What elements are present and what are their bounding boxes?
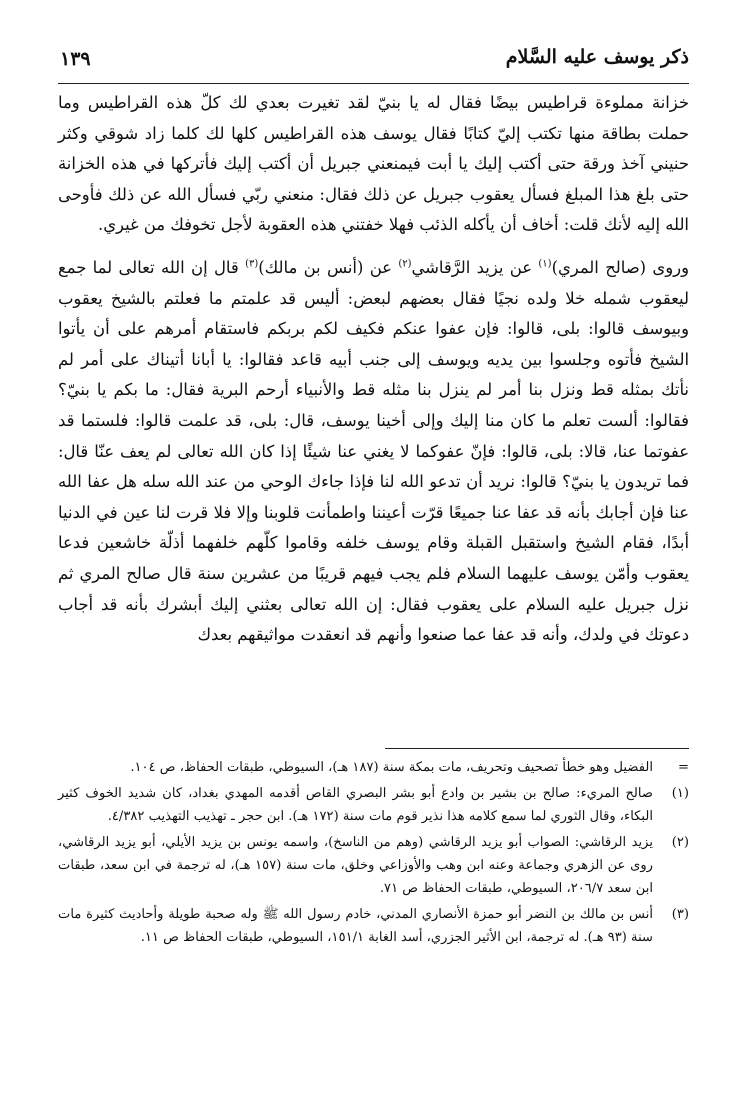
main-text xyxy=(58,88,689,651)
page-number: ١٣٩ xyxy=(60,48,91,70)
paragraph-2-part-d: قال إن الله تعالى لما جمع ليعقوب شمله خلا ولده نجيًا فقال بعضهم لبعض: أليس قد علمتم ما فعلتم بالشيخ يعقوب وبيوسف قالوا: بلى، قالوا: فإن عفوا عنكم فكيف لكم بربكم فاستقام أمرهم على أن يأتوا الشيخ فأتوه وجلسوا بين يديه ويوسف إلى جنب أبيه قاعد فقالوا: يا أبانا أتيناك على أمر لم نأتك بمثله قط ونزل بنا أمر لم ينزل بنا مثله قط والأنبياء أرحم البرية فقال: ما بكم يا بنيّ؟ فقالوا: ألست تعلم ما كان منا إليك وإلى أخينا يوسف، قال: بلى، قد علمت قالوا: فلستما قد عفوتما عنا، قالا: بلى، قالوا: فإنّ عفوكما لا يغني عنا شيئًا إذا كان الله تعالى لم يعف عنّا قال: فما تريدون يا بنيّ؟ قالوا: نريد أن تدعو الله لنا فإذا جاءك الوحي من عند الله سله هل عفا الله عنا فإن أجابك بأنه قد عفا عنا جميعًا قرّت أعيننا واطمأنت قلوبنا وإلا فلا قرت لنا عين في الدنيا أبدًا، فقام الشيخ واستقبل القبلة وقام يوسف خلفه وقاموا كلّهم خلفهما أذلّة خاشعين فدعا يعقوب وأمّن يوسف عليهما السلام فلم يجب فيهم قريبًا من عشرين سنة قال صالح المري ثم نزل جبريل عليه السلام على يعقوب فقال: إن الله تعالى بعثني إليك أبشرك بأنه قد أجاب دعوتك في ولدك، وأنه قد عفا عما صنعوا وأنهم قد انعقدت مواثيقهم بعدك xyxy=(58,257,689,645)
footnote-text: الفضيل وهو خطأ تصحيف وتحريف، مات بمكة سنة (١٨٧ هـ)، السيوطي، طبقات الحفاظ، ص ١٠٤. xyxy=(130,760,653,775)
footnote-text: صالح المريء: صالح بن بشير بن وادع أبو بشر البصري القاص أقدمه المهدي بغداد، كان شديد الخوف كثير البكاء، وقال الثوري لما سمع كلامه هذا نذير قوم مات سنة (١٧٢ هـ). ابن حجر ـ تهذيب التهذيب ٤/٣٨٢. xyxy=(58,786,653,824)
footnote-1 xyxy=(58,782,689,828)
footnote-separator xyxy=(385,748,689,749)
footnote-2 xyxy=(58,831,689,900)
footnote-text: أنس بن مالك بن النضر أبو حمزة الأنصاري المدني، خادم رسول الله ﷺ وله صحبة طويلة وأحاديث كثيرة مات سنة (٩٣ هـ). له ترجمة، ابن الأثير الجزري، أسد الغابة ١٥١/١، السيوطي، طبقات الحفاظ ص ١١. xyxy=(58,907,653,945)
header-rule xyxy=(58,83,689,84)
running-title: ذكر يوسف عليه السَّلام xyxy=(505,46,689,68)
paragraph-1: خزانة مملوءة قراطيس بيضًا فقال له يا بنيّ لقد تغيرت بعدي لك كلّ هذه القراطيس وما حملت بطاقة منها تكتب إليّ كتابًا فقال يوسف هذه القراطيس كلها لك كلما زاد شوقي وكثر حنيني آخذ ورقة حتى أكتب إليك يا أبت فيمنعني جبريل أن أكتب إليك فأتركها في هذه الخزانة حتى بلغ هذا المبلغ فسأل يعقوب جبريل عن ذلك فقال: منعني ربّي فسأل الله عن ذلك فأوحى الله إليه لأنك قلت: أخاف أن يأكله الذئب فهلا خفتني هذه العقوبة لأجل تخوفك من غيري. xyxy=(58,93,689,235)
footnote-marker: (١) xyxy=(671,786,689,801)
footnotes xyxy=(58,756,689,952)
footnote-marker: (٢) xyxy=(671,835,689,850)
footnote-ref-2[interactable]: (٢) xyxy=(398,258,412,270)
footnote-ref-3[interactable]: (٣) xyxy=(245,258,259,270)
paragraph-2-part-c: عن (أنس بن مالك) xyxy=(258,257,399,277)
footnote-3 xyxy=(58,903,689,949)
paragraph-2 xyxy=(58,253,689,651)
footnote-ref-1[interactable]: (١) xyxy=(538,258,552,270)
footnote-continuation xyxy=(58,756,689,779)
footnote-marker: = xyxy=(678,760,689,775)
paragraph-2-part-b: عن يزيد الرَّقاشي xyxy=(411,257,539,277)
footnote-marker: (٣) xyxy=(671,907,689,922)
paragraph-2-part-a: وروى (صالح المري) xyxy=(551,257,689,277)
footnote-text: يزيد الرقاشي: الصواب أبو يزيد الرقاشي (وهم من الناسخ)، واسمه يونس بن يزيد الأيلي، أبو يزيد الرقاشي، روى عن الزهري وجماعة وعنه ابن وهب والأوزاعي وخلق، مات سنة (١٥٧ هـ)، له ترجمة في ابن سعد، طبقات ابن سعد ٢٠٦/٧، السيوطي، طبقات الحفاظ ص ٧١. xyxy=(58,835,653,896)
